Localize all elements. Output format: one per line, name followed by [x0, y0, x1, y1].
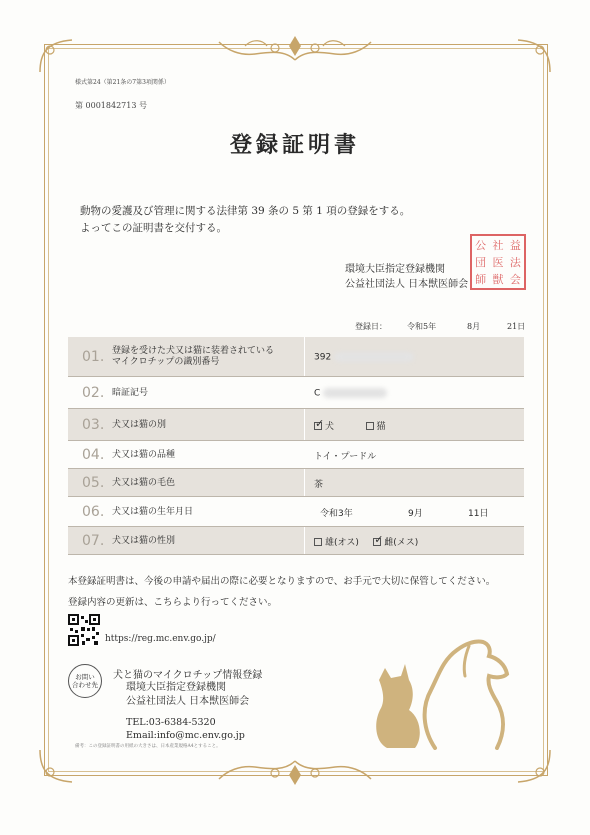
page-title: 登録証明書	[229, 132, 360, 158]
corner-ornament-top-right	[514, 36, 554, 76]
birth-day: 11日	[468, 508, 489, 519]
microchip-number: 392	[314, 352, 414, 363]
row-number: 04.	[82, 447, 105, 463]
redacted-value	[334, 352, 414, 362]
issuer-line-1: 環境大臣指定登録機関	[345, 264, 445, 275]
row-label: 暗証記号	[112, 387, 149, 398]
corner-ornament-bottom-right	[514, 746, 554, 786]
corner-ornament-top-left	[36, 36, 76, 76]
issuer-line-2: 公益社団法人 日本獣医師会	[345, 279, 469, 290]
contact-email[interactable]: Email:info@mc.env.go.jp	[126, 730, 245, 741]
birth-year: 令和3年	[320, 508, 353, 519]
contact-org: 環境大臣指定登録機関 公益社団法人 日本獣医師会	[126, 682, 250, 707]
storage-notice: 本登録証明書は、今後の申請や届出の際に必要となりますので、お手元で大切に保管してください。	[68, 576, 496, 587]
intro-line-1: 動物の愛護及び管理に関する法律第 39 条の 5 第 1 項の登録をする。	[80, 205, 411, 217]
row-label: 犬又は猫の性別	[112, 535, 176, 546]
registration-date-label: 登録日：	[355, 322, 387, 331]
row-label: 犬又は猫の品種	[112, 449, 176, 460]
registration-date-month: 8月	[467, 322, 481, 331]
row-label: 犬又は猫の生年月日	[112, 506, 194, 517]
sex-male-checkbox	[314, 538, 322, 546]
redacted-value	[323, 388, 387, 398]
issuer-block	[345, 262, 468, 292]
table-row	[68, 527, 524, 555]
cat-and-dog-illustration-icon	[365, 630, 525, 750]
species-options: ✓ 犬 猫	[314, 419, 386, 432]
form-reference: 様式第24（第21条の7第3項関係）	[75, 79, 170, 86]
intro-text	[80, 203, 410, 237]
row-label: 犬又は猫の別	[112, 419, 167, 430]
row-number: 05.	[82, 475, 105, 491]
contact-tel: TEL:03-6384-5320	[126, 717, 216, 728]
bottom-ornament	[215, 755, 375, 791]
passcode-value: C	[314, 388, 387, 399]
table-row	[68, 409, 524, 441]
table-row	[68, 441, 524, 469]
row-number: 01.	[82, 349, 105, 365]
birth-month: 9月	[408, 508, 423, 519]
certificate-number: 第 0001842713 号	[75, 101, 147, 110]
registration-date-day: 21日	[507, 322, 526, 331]
top-ornament	[215, 30, 375, 66]
row-number: 02.	[82, 385, 105, 401]
corner-ornament-bottom-left	[36, 746, 76, 786]
sex-options: 雄(オス) ✓ 雌(メス)	[314, 535, 418, 548]
footnote: 備考：この登録証明書の用紙の大きさは、日本産業規格A4とすること。	[75, 744, 221, 749]
breed-value: トイ・プードル	[314, 451, 377, 462]
row-label: 犬又は猫の毛色	[112, 477, 176, 488]
official-seal-icon: 公 社 益 団 医 法 師 獣 会	[470, 234, 526, 290]
species-dog-checkbox	[314, 422, 322, 430]
intro-line-2: よってこの証明書を交付する。	[80, 222, 227, 234]
registration-date-year: 令和5年	[407, 322, 437, 331]
row-label: 登録を受けた犬又は猫に装着されている マイクロチップの識別番号	[112, 346, 275, 367]
contact-badge: お問い 合わせ先	[68, 664, 102, 698]
coat-color-value: 茶	[314, 479, 324, 490]
contact-title: 犬と猫のマイクロチップ情報登録	[113, 670, 263, 681]
table-row	[68, 469, 524, 497]
sex-female-checkbox	[373, 538, 381, 546]
row-number: 07.	[82, 533, 105, 549]
row-number: 03.	[82, 417, 105, 433]
row-number: 06.	[82, 504, 105, 520]
qr-code-icon[interactable]	[68, 614, 100, 646]
registration-url-link[interactable]: https://reg.mc.env.go.jp/	[105, 634, 216, 644]
species-cat-checkbox	[366, 422, 374, 430]
table-row	[68, 377, 524, 409]
contact-info	[126, 716, 245, 742]
table-row	[68, 497, 524, 527]
table-row	[68, 337, 524, 377]
update-notice: 登録内容の更新は、こちらより行ってください。	[68, 597, 278, 608]
